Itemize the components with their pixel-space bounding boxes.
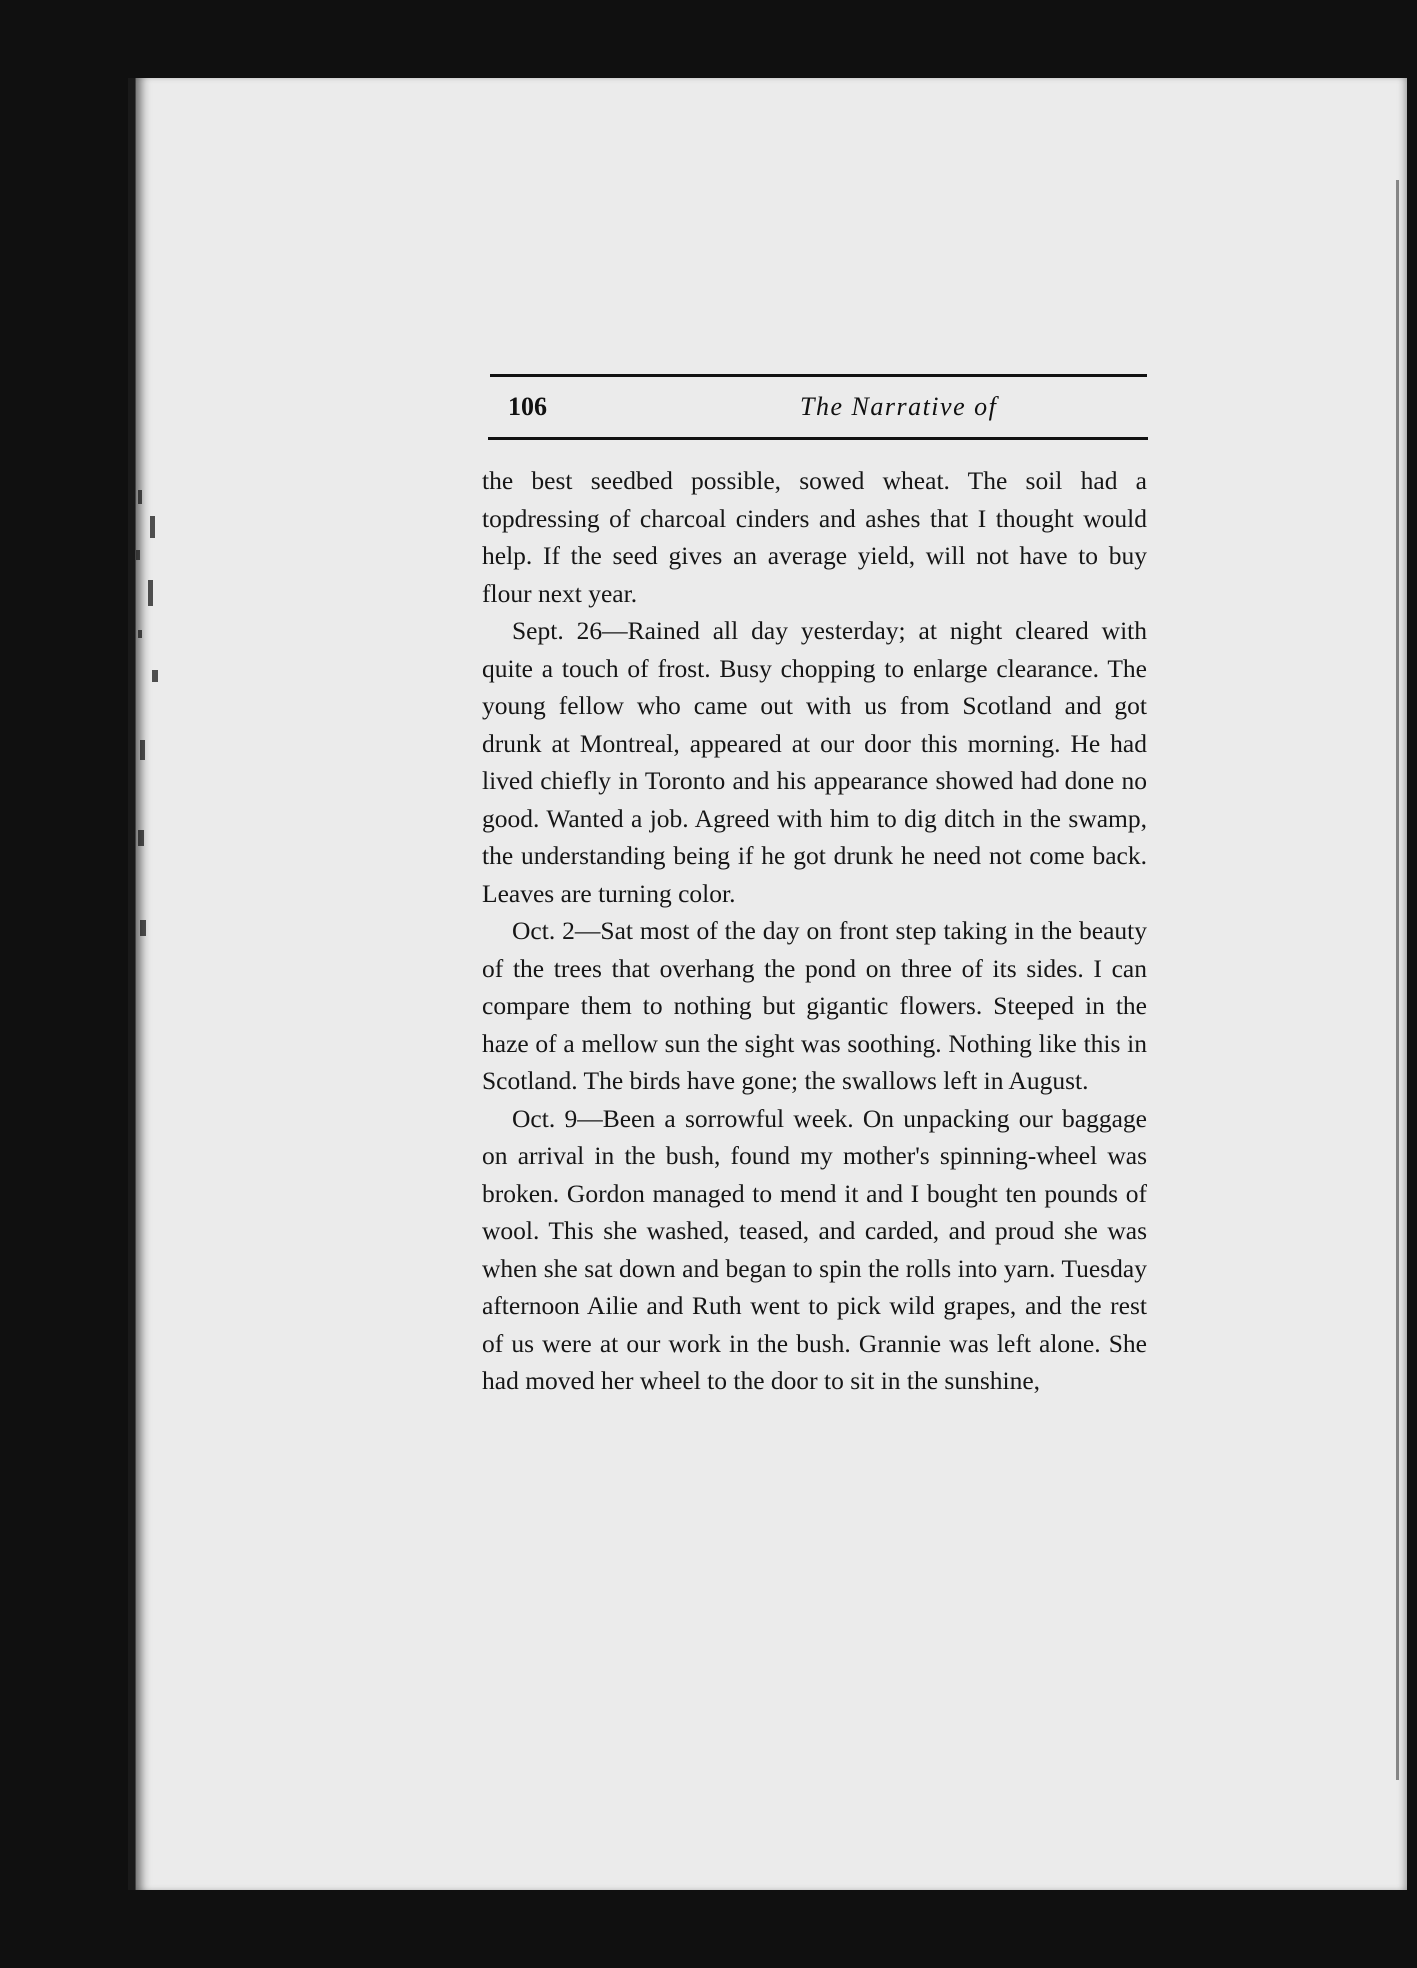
page-number: 106: [508, 392, 547, 421]
header-rule-bottom: [488, 437, 1148, 440]
paragraph: the best seedbed possible, sowed wheat. The soil had a topdressing of charcoal cinders and ashes that I thought would help. If the seed gives an average yield, will not have to buy flour next year.: [482, 466, 1147, 608]
right-edge-line: [1396, 180, 1399, 1780]
body-text: [482, 462, 1147, 1400]
running-head: [508, 385, 1068, 429]
left-edge-shadow: [128, 78, 136, 1890]
paragraph: Sept. 26—Rained all day yesterday; at night cleared with quite a touch of frost. Busy chopping to enlarge clearance. The young fellow who came out with us from Scotland and got drunk at Montreal, appeared at our door this morning. He had lived chiefly in Toronto and his appearance showed had done no good. Wanted a job. Agreed with him to dig ditch in the swamp, the understanding being if he got drunk he need not come back. Leaves are turning color.: [482, 616, 1147, 908]
running-title: The Narrative of: [800, 392, 998, 421]
paragraph: Oct. 2—Sat most of the day on front step taking in the beauty of the trees that overhang the pond on three of its sides. I can compare them to nothing but gigantic flowers. Steeped in the haze of a mellow sun the sight was soothing. Nothing like this in Scotland. The birds have gone; the swallows left in August.: [482, 916, 1147, 1095]
header-rule-top: [490, 374, 1147, 377]
paragraph: Oct. 9—Been a sorrowful week. On unpacking our baggage on arrival in the bush, found my mother's spinning-wheel was broken. Gordon managed to mend it and I bought ten pounds of wool. This she washed, teased, and carded, and proud she was when she sat down and began to spin the rolls into yarn. Tuesday afternoon Ailie and Ruth went to pick wild grapes, and the rest of us were at our work in the bush. Grannie was left alone. She had moved her wheel to the door to sit in the sunshine,: [482, 1103, 1147, 1395]
gutter-bleedthrough: [128, 480, 184, 980]
